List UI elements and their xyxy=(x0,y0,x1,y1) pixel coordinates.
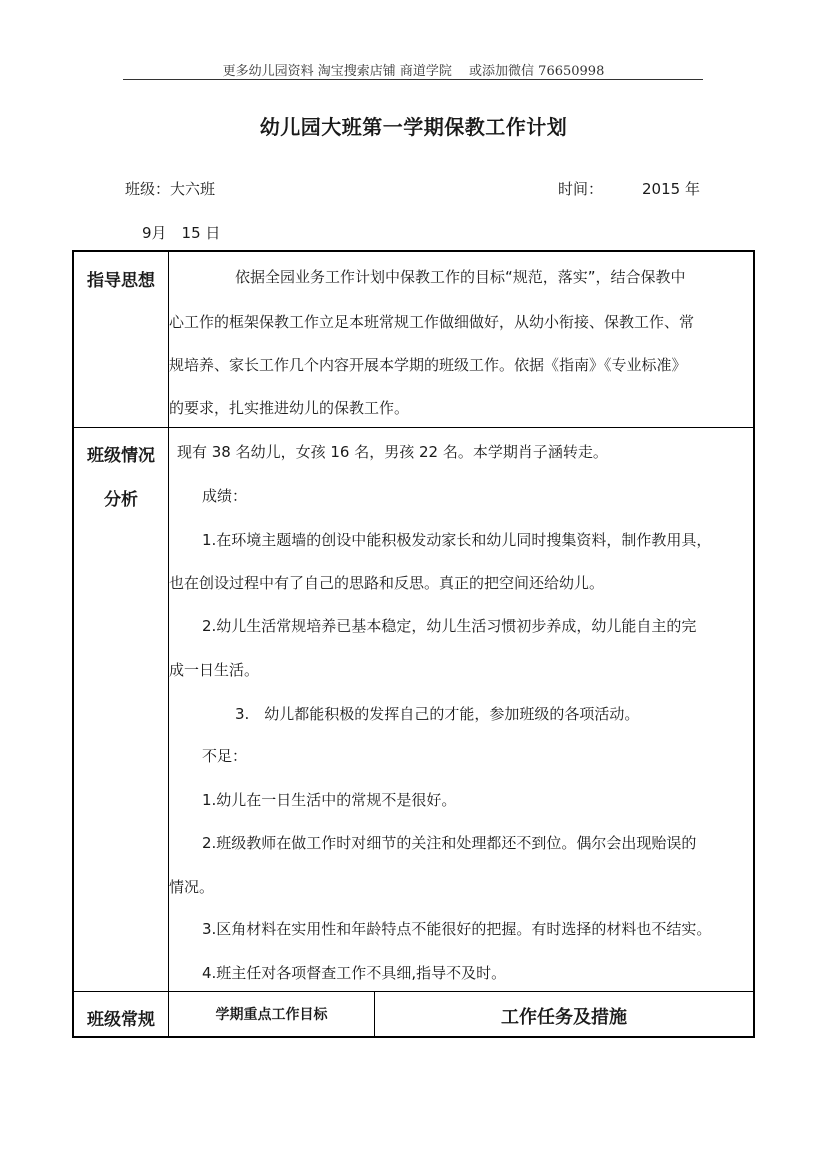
shortcoming-3: 3.区角材料在实用性和年龄特点不能很好的把握。有时选择的材料也不结实。 xyxy=(202,920,712,938)
analysis-label-line-1: 班级情况 xyxy=(87,446,155,466)
shortcoming-2-line-2: 情况。 xyxy=(169,878,215,896)
table-border-right xyxy=(753,250,755,1038)
class-name: 班级：大六班 xyxy=(125,180,216,198)
guiding-line-1: 依据全园业务工作计划中保教工作的目标“规范，落实”，结合保教中 xyxy=(235,268,686,286)
guiding-label: 指导思想 xyxy=(87,271,155,291)
table-border-top xyxy=(72,250,755,252)
column-header-task: 工作任务及措施 xyxy=(501,1007,627,1028)
shortcoming-2-line-1: 2.班级教师在做工作时对细节的关注和处理都还不到位。偶尔会出现贻误的 xyxy=(202,834,697,852)
time-date: 9月 15 日 xyxy=(142,224,221,242)
time-label: 时间： xyxy=(558,180,604,198)
column-header-goal: 学期重点工作目标 xyxy=(215,1007,328,1023)
shortcomings-label: 不足： xyxy=(202,747,248,765)
shortcoming-4: 4.班主任对各项督查工作不具细,指导不及时。 xyxy=(202,964,507,982)
time-year: 2015 年 xyxy=(642,180,700,198)
achievement-1-line-2: 也在创设过程中有了自己的思路和反思。真正的把空间还给幼儿。 xyxy=(169,574,605,592)
routine-label: 班级常规 xyxy=(87,1010,155,1030)
table-border-left xyxy=(72,250,74,1038)
analysis-label-line-2: 分析 xyxy=(104,490,138,510)
achievement-2-line-2: 成一日生活。 xyxy=(169,661,260,679)
table-border-row1 xyxy=(72,427,755,428)
page-title: 幼儿园大班第一学期保教工作计划 xyxy=(259,115,568,139)
table-border-row2 xyxy=(72,991,755,992)
achievement-3: 3. 幼儿都能积极的发挥自己的才能，参加班级的各项活动。 xyxy=(235,705,640,723)
guiding-line-4: 的要求，扎实推进幼儿的保教工作。 xyxy=(169,399,410,417)
achievement-1-line-1: 1.在环境主题墙的创设中能积极发动家长和幼儿同时搜集资料，制作教用具， xyxy=(202,531,712,549)
shortcoming-1: 1.幼儿在一日生活中的常规不是很好。 xyxy=(202,791,457,809)
achievement-2-line-1: 2.幼儿生活常规培养已基本稳定，幼儿生活习惯初步养成，幼儿能自主的完 xyxy=(202,617,697,635)
table-border-bottom xyxy=(72,1036,755,1038)
guiding-line-2: 心工作的框架保教工作立足本班常规工作做细做好，从幼小衔接、保教工作、常 xyxy=(169,313,695,331)
header-note: 更多幼儿园资料 淘宝搜索店铺 商道学院 或添加微信 76650998 xyxy=(222,64,605,79)
analysis-intro: 现有 38 名幼儿，女孩 16 名，男孩 22 名。本学期肖子涵转走。 xyxy=(177,443,608,461)
guiding-line-3: 规培养、家长工作几个内容开展本学期的班级工作。依据《指南》《专业标准》 xyxy=(169,356,687,374)
achievements-label: 成绩： xyxy=(202,487,248,505)
header-divider xyxy=(123,79,703,80)
